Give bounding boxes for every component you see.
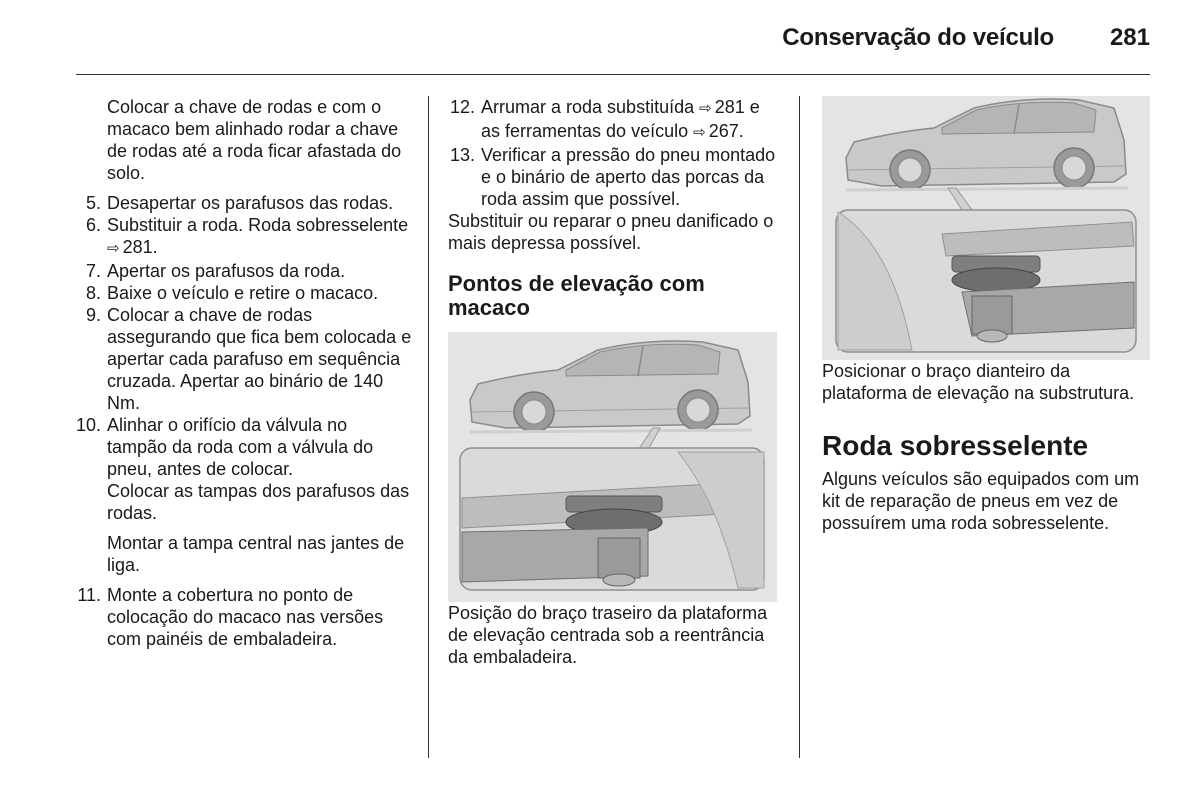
section-title: Conservação do veículo: [782, 24, 1054, 51]
list-item: 13. Verificar a pressão do pneu montado e o binário de aperto das porcas da roda assim que possível.: [449, 145, 776, 209]
paragraph: Substituir ou reparar o pneu danificado o mais depressa possível.: [448, 211, 774, 253]
figure-caption: Posicionar o braço dianteiro da plataforma de elevação na substrutura.: [822, 361, 1135, 403]
front-lift-point-illustration: [822, 96, 1150, 360]
page-number: 281: [1109, 24, 1150, 51]
page-reference[interactable]: ⇨ 281 e as ferramentas do veículo: [481, 97, 760, 141]
intro-paragraph: Colocar a chave de rodas e com o macaco bem alinhado rodar a chave de rodas até a roda ficar afastada do solo.: [107, 97, 402, 183]
figure-caption: Posição do braço traseiro da plataforma de elevação centrada sob a reentrância da embaladeira.: [448, 603, 768, 667]
column-divider: [428, 96, 429, 758]
column-divider: [799, 96, 800, 758]
list-item: 9. Colocar a chave de rodas assegurando que fica bem colocada e apertar cada parafuso em sequência cruzada. Apertar ao binário de 140 Nm.: [85, 305, 412, 413]
list-item: 6. Substituir a roda. Roda sobresselente ⇨ 281.: [74, 214, 412, 260]
list-item: 8. Baixe o veículo e retire o macaco.: [85, 283, 379, 303]
list-item: 10. Alinhar o orifício da válvula no tampão da roda com a válvula do pneu, antes de colocar.: [75, 415, 374, 479]
column-left: [74, 96, 412, 650]
column-right: [822, 96, 1152, 534]
list-item: 11. Monte a cobertura no ponto de colocação do macaco nas versões com painéis de embaladeira.: [77, 585, 384, 649]
list-item: 5. Desapertar os parafusos das rodas.: [85, 193, 394, 213]
column-middle: [448, 96, 780, 668]
page-reference[interactable]: ⇨ 267.: [693, 121, 744, 141]
section-heading: Roda sobresselente: [822, 430, 1089, 461]
list-item: 7. Apertar os parafusos da roda.: [85, 261, 346, 281]
sub-paragraph: Colocar as tampas dos parafusos das rodas.: [107, 481, 410, 523]
page-reference[interactable]: ⇨ 281.: [107, 237, 158, 257]
header-divider: [76, 74, 1150, 75]
section-heading: Pontos de elevação com macaco: [448, 271, 705, 320]
list-item: 12. Arrumar a roda substituída ⇨ 281 e as ferramentas do veículo ⇨ 267.: [448, 96, 780, 144]
paragraph: Alguns veículos são equipados com um kit de reparação de pneus em vez de possuírem uma roda sobresselente.: [822, 469, 1140, 533]
sub-paragraph: Montar a tampa central nas jantes de liga.: [107, 533, 405, 575]
rear-lift-point-illustration: [448, 332, 777, 602]
